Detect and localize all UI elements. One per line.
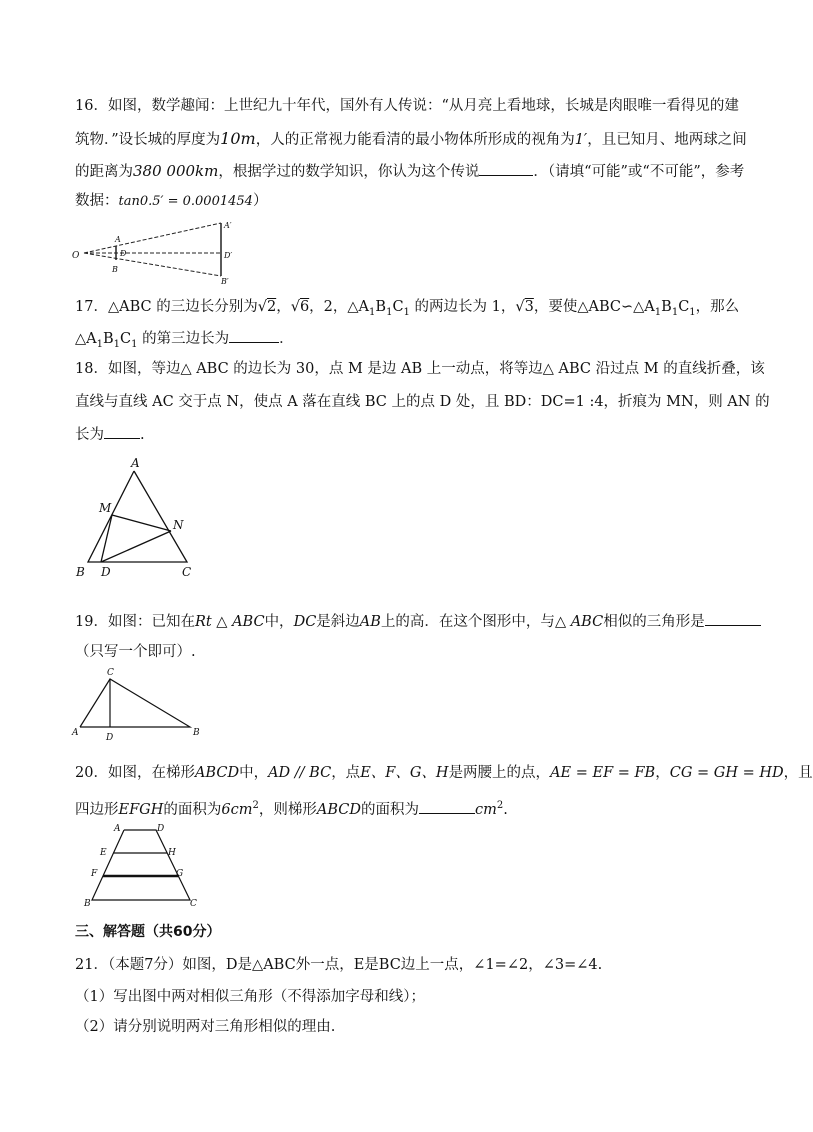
q16-figure — [70, 218, 240, 286]
label-B: B — [84, 899, 91, 909]
label-A-prime: A′ — [224, 221, 232, 230]
label-M: M — [99, 501, 112, 515]
label-A: A — [115, 235, 121, 244]
answer-blank-19 — [705, 611, 761, 626]
q19-line-2: （只写一个即可）. — [75, 644, 196, 660]
answer-blank-16 — [479, 161, 533, 176]
q18-figure — [72, 454, 202, 580]
q21-line-2: （1）写出图中两对相似三角形（不得添加字母和线）； — [75, 989, 425, 1005]
label-B: B — [76, 565, 85, 579]
label-B-prime: B′ — [221, 277, 229, 286]
label-F: F — [91, 869, 98, 879]
q16-line-1: 16．如图，数学趣闻：上世纪九十年代，国外有人传说：“从月亮上看地球，长城是肉眼唯一看得见的建 — [75, 98, 739, 114]
section-heading: 三、解答题（共60分） — [75, 924, 221, 940]
label-A: A — [72, 728, 79, 738]
label-B: B — [193, 728, 200, 738]
q20-line-1: 20．如图，在梯形ABCD中，AD // BC，点E、F、G、H是两腰上的点，AE = EF = FB，CG = GH = HD，且 — [75, 765, 813, 781]
q18-line-2: 直线与直线 AC 交于点 N，使点 A 落在直线 BC 上的点 D 处，且 BD：DC=1 :4，折痕为 MN，则 AN 的 — [75, 394, 770, 410]
label-D: D — [157, 824, 165, 834]
q21-line-1: 21．（本题7分）如图，D是△ABC外一点，E是BC边上一点，∠1=∠2，∠3=∠4. — [75, 957, 603, 973]
label-D-prime: D′ — [224, 251, 233, 260]
answer-blank-18 — [104, 424, 140, 439]
label-H: H — [168, 848, 176, 858]
q17-line-2: $\triangle A_1B_1C_1$ 的第三边长为 ． — [75, 328, 294, 355]
q17-line-1: 17．△ABC 的三边长分别为√2，√6，2，$\triangle A_1B_1C_1$ 的两边长为 1，√3，要使$\triangle ABC∽\triangle A_1B_1C_1$，那么 — [75, 299, 740, 318]
q21-line-3: （2）请分别说明两对三角形相似的理由. — [75, 1019, 336, 1035]
answer-blank-17 — [229, 328, 279, 343]
label-B: B — [112, 265, 118, 274]
q16-line-3: 的距离为380 000km，根据学过的数学知识，你认为这个传说 ．（请填“可能”或“不可能”，参考 — [75, 162, 745, 180]
q19-line-1: 19．如图：已知在Rt △ ABC中，DC是斜边AB上的高．在这个图形中，与△ ABC相似的三角形是 — [75, 611, 761, 632]
answer-blank-20 — [419, 799, 475, 814]
label-D: D — [101, 565, 111, 579]
label-A: A — [131, 456, 140, 470]
label-E: E — [100, 848, 107, 858]
label-G: G — [176, 869, 184, 879]
label-A: A — [114, 824, 121, 834]
label-N: N — [173, 518, 184, 532]
q18-line-3: 长为 . — [75, 424, 145, 445]
label-C: C — [182, 565, 192, 579]
label-O: O — [72, 251, 80, 261]
q20-line-2: 四边形EFGH的面积为$6cm^2$，则梯形ABCD的面积为 $cm^2$. — [75, 800, 508, 818]
q16-line-2: 筑物．”设长城的厚度为10m，人的正常视力能看清的最小物体所形成的视角为1′，且已知月、地两球之间 — [75, 129, 747, 148]
label-C: C — [107, 668, 114, 678]
label-D: D — [106, 733, 114, 743]
q19-figure — [70, 665, 210, 745]
q18-line-1: 18．如图，等边△ ABC 的边长为 30，点 M 是边 AB 上一动点，将等边△ ABC 沿过点 M 的直线折叠，该 — [75, 361, 765, 377]
label-C: C — [190, 899, 197, 909]
q20-figure — [84, 820, 204, 909]
label-D: D — [120, 249, 127, 258]
q16-line-4: 数据：tan0.5′ = 0.0001454） — [75, 193, 268, 209]
